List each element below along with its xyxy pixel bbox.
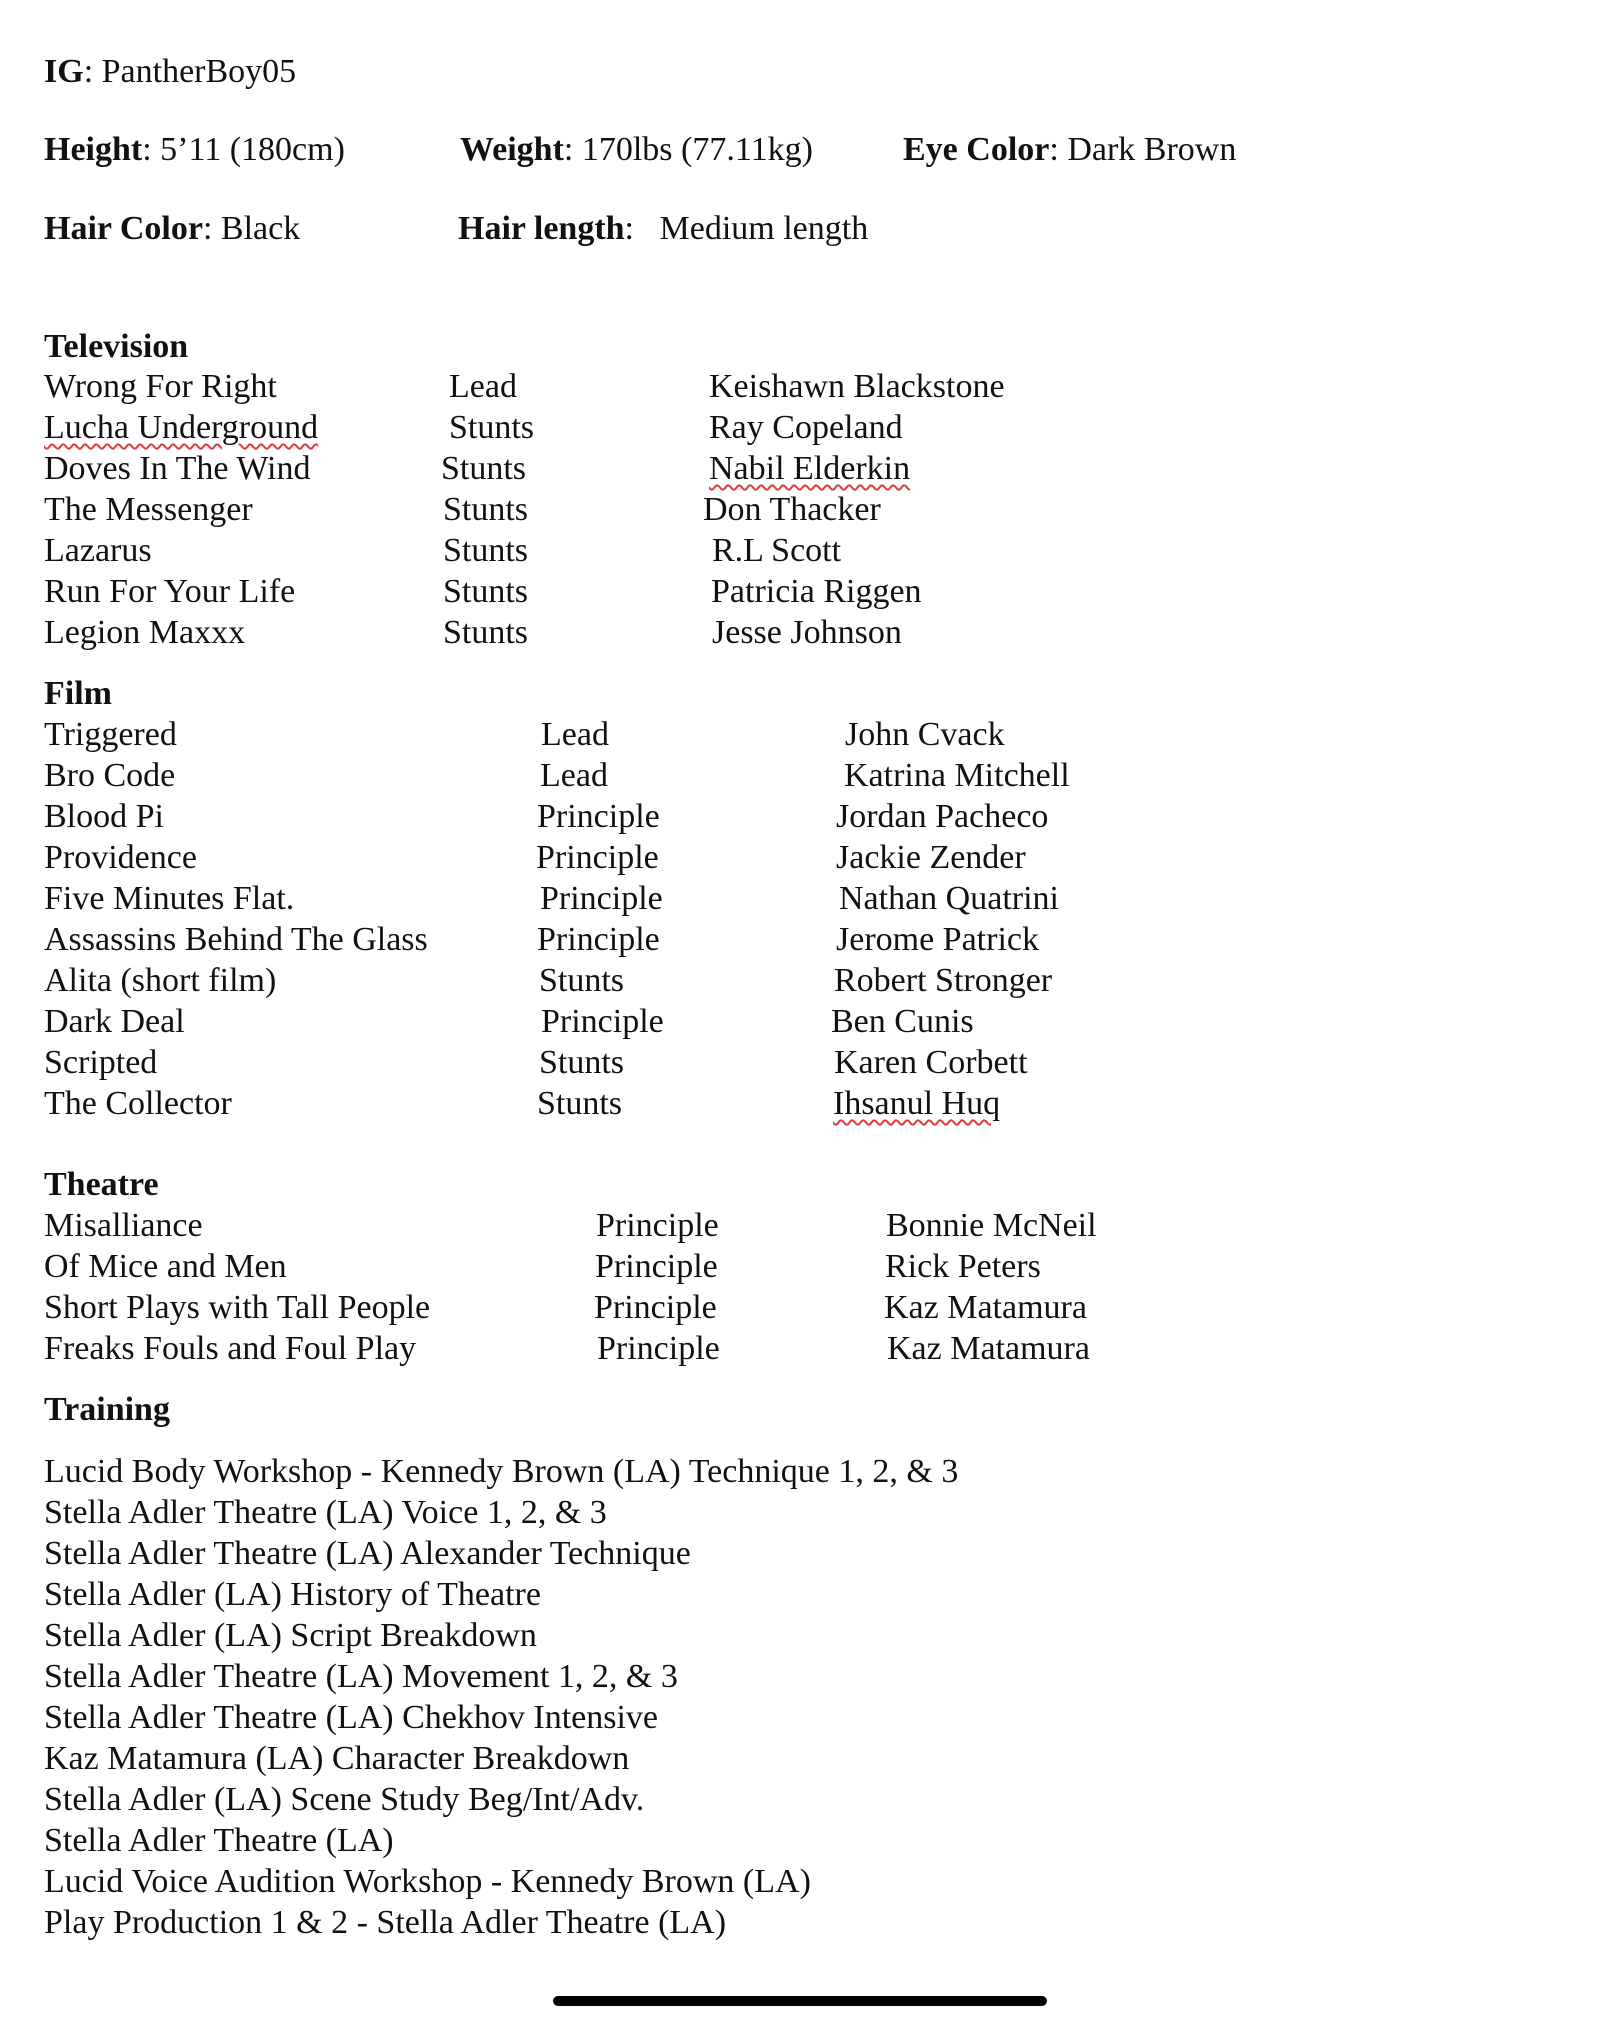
training-item: Kaz Matamura (LA) Character Breakdown: [44, 1740, 630, 1777]
height-line: Height: 5’11 (180cm): [44, 131, 345, 168]
theatre-role: Principle: [596, 1207, 719, 1244]
hair-length-value: Medium length: [659, 210, 869, 247]
training-item: Lucid Body Workshop - Kennedy Brown (LA) Technique 1, 2, & 3: [44, 1453, 959, 1490]
hair-length-line: Hair length: Medium length: [458, 210, 869, 247]
hair-color-label: Hair Color: [44, 210, 203, 247]
film-role: Principle: [541, 1003, 664, 1040]
training-item: Stella Adler Theatre (LA) Movement 1, 2, & 3: [44, 1658, 678, 1695]
film-director: Jerome Patrick: [836, 921, 1039, 958]
tv-title: Wrong For Right: [44, 368, 277, 405]
tv-director: [709, 449, 910, 489]
tv-role: Stunts: [443, 614, 529, 651]
tv-title: [44, 408, 318, 448]
film-director: John Cvack: [845, 716, 1005, 753]
tv-role: Lead: [449, 368, 517, 405]
film-role: Principle: [537, 921, 660, 958]
weight-line: Weight: 170lbs (77.11kg): [460, 131, 813, 168]
tv-director: R.L Scott: [712, 532, 842, 569]
training-item: Stella Adler (LA) Script Breakdown: [44, 1617, 537, 1654]
theatre-role: Principle: [594, 1289, 717, 1326]
tv-director: [711, 572, 922, 612]
height-label: Height: [44, 131, 143, 168]
film-director: Karen Corbett: [834, 1044, 1028, 1081]
film-title: Alita (short film): [44, 962, 277, 999]
theatre-title: Short Plays with Tall People: [44, 1289, 431, 1326]
tv-director: Don Thacker: [703, 491, 881, 528]
training-item: Lucid Voice Audition Workshop - Kennedy Brown (LA): [44, 1863, 811, 1900]
theatre-director: Bonnie McNeil: [886, 1207, 1097, 1244]
tv-title: Doves In The Wind: [44, 450, 311, 487]
film-title: The Collector: [44, 1085, 232, 1122]
eye-color-value: Dark Brown: [1067, 131, 1237, 168]
film-director-text: Ihsanul Huq: [833, 1085, 1001, 1122]
film-director: Nathan Quatrini: [839, 880, 1059, 917]
weight-value: 170lbs (77.11kg): [581, 131, 813, 168]
film-role: Stunts: [539, 962, 625, 999]
film-director: [833, 1084, 1000, 1124]
ig-line: IG: PantherBoy05: [44, 53, 297, 90]
training-item: Stella Adler Theatre (LA) Chekhov Intensive: [44, 1699, 659, 1736]
film-title: Blood Pi: [44, 798, 164, 835]
hair-length-label: Hair length: [458, 210, 625, 247]
film-director: Jackie Zender: [836, 839, 1026, 876]
theatre-role: Principle: [595, 1248, 718, 1285]
film-title: Bro Code: [44, 757, 176, 794]
film-director: Katrina Mitchell: [844, 757, 1070, 794]
training-item: Stella Adler Theatre (LA): [44, 1822, 394, 1859]
film-title: Triggered: [44, 716, 177, 753]
tv-role: Stunts: [443, 491, 529, 528]
film-role: Principle: [536, 839, 659, 876]
film-role: Lead: [540, 757, 608, 794]
film-heading: Film: [44, 675, 112, 712]
film-director: Robert Stronger: [834, 962, 1053, 999]
tv-title-text: Legion Maxxx: [44, 614, 246, 651]
hair-color-line: Hair Color: Black: [44, 210, 301, 247]
tv-role: Stunts: [441, 450, 527, 487]
film-title: Assassins Behind The Glass: [44, 921, 428, 958]
tv-director-text: Patricia Riggen: [711, 573, 922, 610]
theatre-role: Principle: [597, 1330, 720, 1367]
theatre-director: Kaz Matamura: [884, 1289, 1087, 1326]
tv-role: Stunts: [443, 532, 529, 569]
height-value: 5’11 (180cm): [160, 131, 345, 168]
tv-director-text: Nabil Elderkin: [709, 450, 911, 487]
theatre-heading: Theatre: [44, 1166, 159, 1203]
tv-role: Stunts: [443, 573, 529, 610]
film-director: Jordan Pacheco: [836, 798, 1049, 835]
hair-color-value: Black: [220, 210, 301, 247]
tv-title-text: Lucha Underground: [44, 409, 319, 446]
theatre-title: Misalliance: [44, 1207, 203, 1244]
eye-color-line: Eye Color: Dark Brown: [903, 131, 1237, 168]
training-item: Stella Adler Theatre (LA) Voice 1, 2, & 3: [44, 1494, 607, 1531]
tv-director: Jesse Johnson: [712, 614, 902, 651]
film-title: Five Minutes Flat.: [44, 880, 295, 917]
film-title: Dark Deal: [44, 1003, 185, 1040]
film-director: Ben Cunis: [831, 1003, 974, 1040]
film-role: Stunts: [537, 1085, 623, 1122]
film-title: Scripted: [44, 1044, 158, 1081]
tv-title: Lazarus: [44, 532, 152, 569]
tv-director: Ray Copeland: [709, 409, 903, 446]
theatre-director: Kaz Matamura: [887, 1330, 1090, 1367]
tv-title: The Messenger: [44, 491, 253, 528]
film-role: Stunts: [539, 1044, 625, 1081]
home-indicator[interactable]: [553, 1996, 1047, 2006]
film-role: Lead: [541, 716, 609, 753]
training-heading: Training: [44, 1391, 170, 1428]
tv-role: Stunts: [449, 409, 535, 446]
tv-title: [44, 613, 245, 653]
film-title: Providence: [44, 839, 197, 876]
film-role: Principle: [537, 798, 660, 835]
theatre-title: Freaks Fouls and Foul Play: [44, 1330, 417, 1367]
tv-director: Keishawn Blackstone: [709, 368, 1005, 405]
television-heading: Television: [44, 328, 189, 365]
tv-title: Run For Your Life: [44, 573, 296, 610]
training-item: Stella Adler (LA) Scene Study Beg/Int/Adv.: [44, 1781, 645, 1818]
ig-value: PantherBoy05: [101, 53, 297, 90]
film-role: Principle: [540, 880, 663, 917]
training-item: Play Production 1 & 2 - Stella Adler Theatre (LA): [44, 1904, 727, 1941]
weight-label: Weight: [460, 131, 564, 168]
eye-color-label: Eye Color: [903, 131, 1050, 168]
training-item: Stella Adler Theatre (LA) Alexander Technique: [44, 1535, 691, 1572]
theatre-director: Rick Peters: [885, 1248, 1041, 1285]
ig-label: IG: [44, 53, 84, 90]
theatre-title: Of Mice and Men: [44, 1248, 287, 1285]
training-item: Stella Adler (LA) History of Theatre: [44, 1576, 541, 1613]
